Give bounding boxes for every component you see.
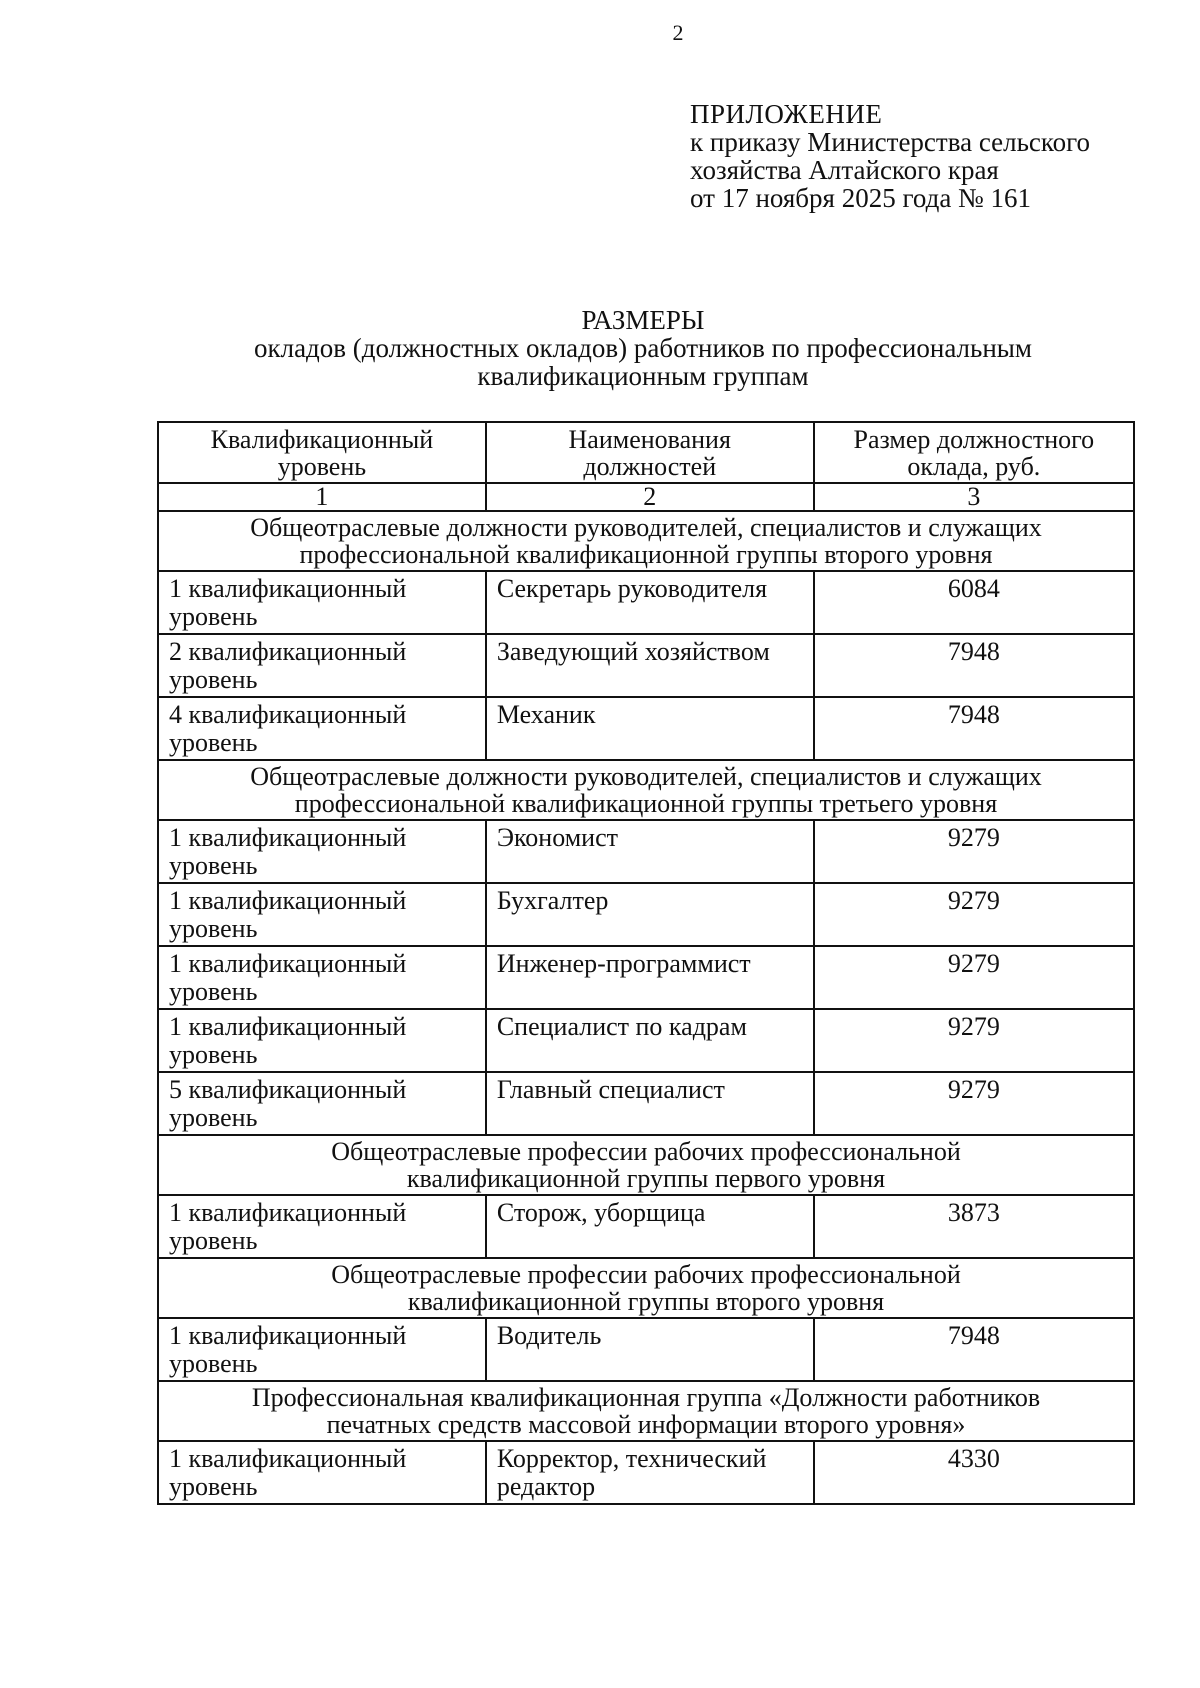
cell-position: Главный специалист (486, 1072, 814, 1135)
cell-salary: 7948 (814, 634, 1134, 697)
cell-position: Инженер-программист (486, 946, 814, 1009)
cell-position: Водитель (486, 1318, 814, 1381)
cell-position: Специалист по кадрам (486, 1009, 814, 1072)
group-header-row (158, 760, 1134, 820)
header-salary-line: оклада, руб. (907, 452, 1041, 481)
column-number: 2 (486, 483, 814, 511)
cell-level: 1 квалификационный уровень (158, 946, 486, 1009)
table-row (158, 697, 1134, 760)
group-title-line: Профессиональная квалификационная группа «Должности работников (251, 1383, 1041, 1412)
cell-salary: 9279 (814, 946, 1134, 1009)
group-title (158, 511, 1134, 571)
table-row (158, 1318, 1134, 1381)
cell-position: Заведующий хозяйством (486, 634, 814, 697)
header-position-line: Наименования (568, 425, 731, 454)
group-header-row (158, 1135, 1134, 1195)
cell-salary: 9279 (814, 820, 1134, 883)
cell-salary: 7948 (814, 697, 1134, 760)
cell-salary: 6084 (814, 571, 1134, 634)
cell-level: 1 квалификационный уровень (158, 1318, 486, 1381)
cell-salary: 9279 (814, 1072, 1134, 1135)
group-title-line: профессиональной квалификационной группы второго уровня (299, 540, 993, 569)
group-title-line: квалификационной группы второго уровня (407, 1287, 885, 1316)
group-title-line: Общеотраслевые профессии рабочих профессиональной (331, 1137, 961, 1166)
title-line: квалификационным группам (477, 361, 809, 391)
column-number: 3 (814, 483, 1134, 511)
header-salary-line: Размер должностного (853, 425, 1095, 454)
column-number: 1 (158, 483, 486, 511)
table-row (158, 883, 1134, 946)
header-level-line: уровень (277, 452, 367, 481)
table-row (158, 946, 1134, 1009)
table-row (158, 1441, 1134, 1504)
appendix-line: хозяйства Алтайского края (690, 155, 999, 185)
cell-level: 1 квалификационный уровень (158, 820, 486, 883)
group-title-line: профессиональной квалификационной группы третьего уровня (294, 789, 998, 818)
header-position-line: должностей (583, 452, 717, 481)
cell-level: 5 квалификационный уровень (158, 1072, 486, 1135)
title-heading: РАЗМЕРЫ (581, 305, 705, 335)
header-salary (814, 422, 1134, 483)
group-header-row (158, 1258, 1134, 1318)
table-row (158, 1072, 1134, 1135)
group-title-line: печатных средств массовой информации второго уровня» (326, 1410, 966, 1439)
table-row (158, 1195, 1134, 1258)
cell-position: Секретарь руководителя (486, 571, 814, 634)
cell-level: 1 квалификационный уровень (158, 571, 486, 634)
header-position (486, 422, 814, 483)
table-row (158, 634, 1134, 697)
appendix-block (690, 100, 1090, 212)
table-row (158, 820, 1134, 883)
cell-salary: 7948 (814, 1318, 1134, 1381)
group-title-line: Общеотраслевые должности руководителей, специалистов и служащих (250, 513, 1042, 542)
cell-salary: 9279 (814, 883, 1134, 946)
table-header-row (158, 422, 1134, 483)
appendix-heading: ПРИЛОЖЕНИЕ (690, 99, 883, 129)
cell-level: 2 квалификационный уровень (158, 634, 486, 697)
cell-level: 1 квалификационный уровень (158, 1441, 486, 1504)
cell-level: 1 квалификационный уровень (158, 1195, 486, 1258)
cell-salary: 3873 (814, 1195, 1134, 1258)
title-line: окладов (должностных окладов) работников по профессиональным (253, 333, 1033, 363)
cell-position: Бухгалтер (486, 883, 814, 946)
cell-level: 4 квалификационный уровень (158, 697, 486, 760)
group-title-line: Общеотраслевые профессии рабочих профессиональной (331, 1260, 961, 1289)
cell-salary: 4330 (814, 1441, 1134, 1504)
salary-table (157, 421, 1135, 1505)
document-title (150, 306, 1136, 390)
cell-level: 1 квалификационный уровень (158, 1009, 486, 1072)
cell-level: 1 квалификационный уровень (158, 883, 486, 946)
cell-position: Сторож, уборщица (486, 1195, 814, 1258)
table-body (158, 511, 1134, 1504)
table-row (158, 1009, 1134, 1072)
page-number: 2 (672, 20, 684, 45)
cell-salary: 9279 (814, 1009, 1134, 1072)
group-title (158, 1135, 1134, 1195)
header-level-line: Квалификационный (210, 425, 434, 454)
group-title (158, 760, 1134, 820)
cell-position: Корректор, технический редактор (486, 1441, 814, 1504)
column-number-row (158, 483, 1134, 511)
group-title-line: Общеотраслевые должности руководителей, специалистов и служащих (250, 762, 1042, 791)
appendix-line: к приказу Министерства сельского (690, 127, 1091, 157)
appendix-line: от 17 ноября 2025 года № 161 (690, 183, 1032, 213)
table-row (158, 571, 1134, 634)
cell-position: Механик (486, 697, 814, 760)
group-header-row (158, 1381, 1134, 1441)
cell-position: Экономист (486, 820, 814, 883)
group-title-line: квалификационной группы первого уровня (406, 1164, 886, 1193)
header-level (158, 422, 486, 483)
group-header-row (158, 511, 1134, 571)
group-title (158, 1258, 1134, 1318)
group-title (158, 1381, 1134, 1441)
